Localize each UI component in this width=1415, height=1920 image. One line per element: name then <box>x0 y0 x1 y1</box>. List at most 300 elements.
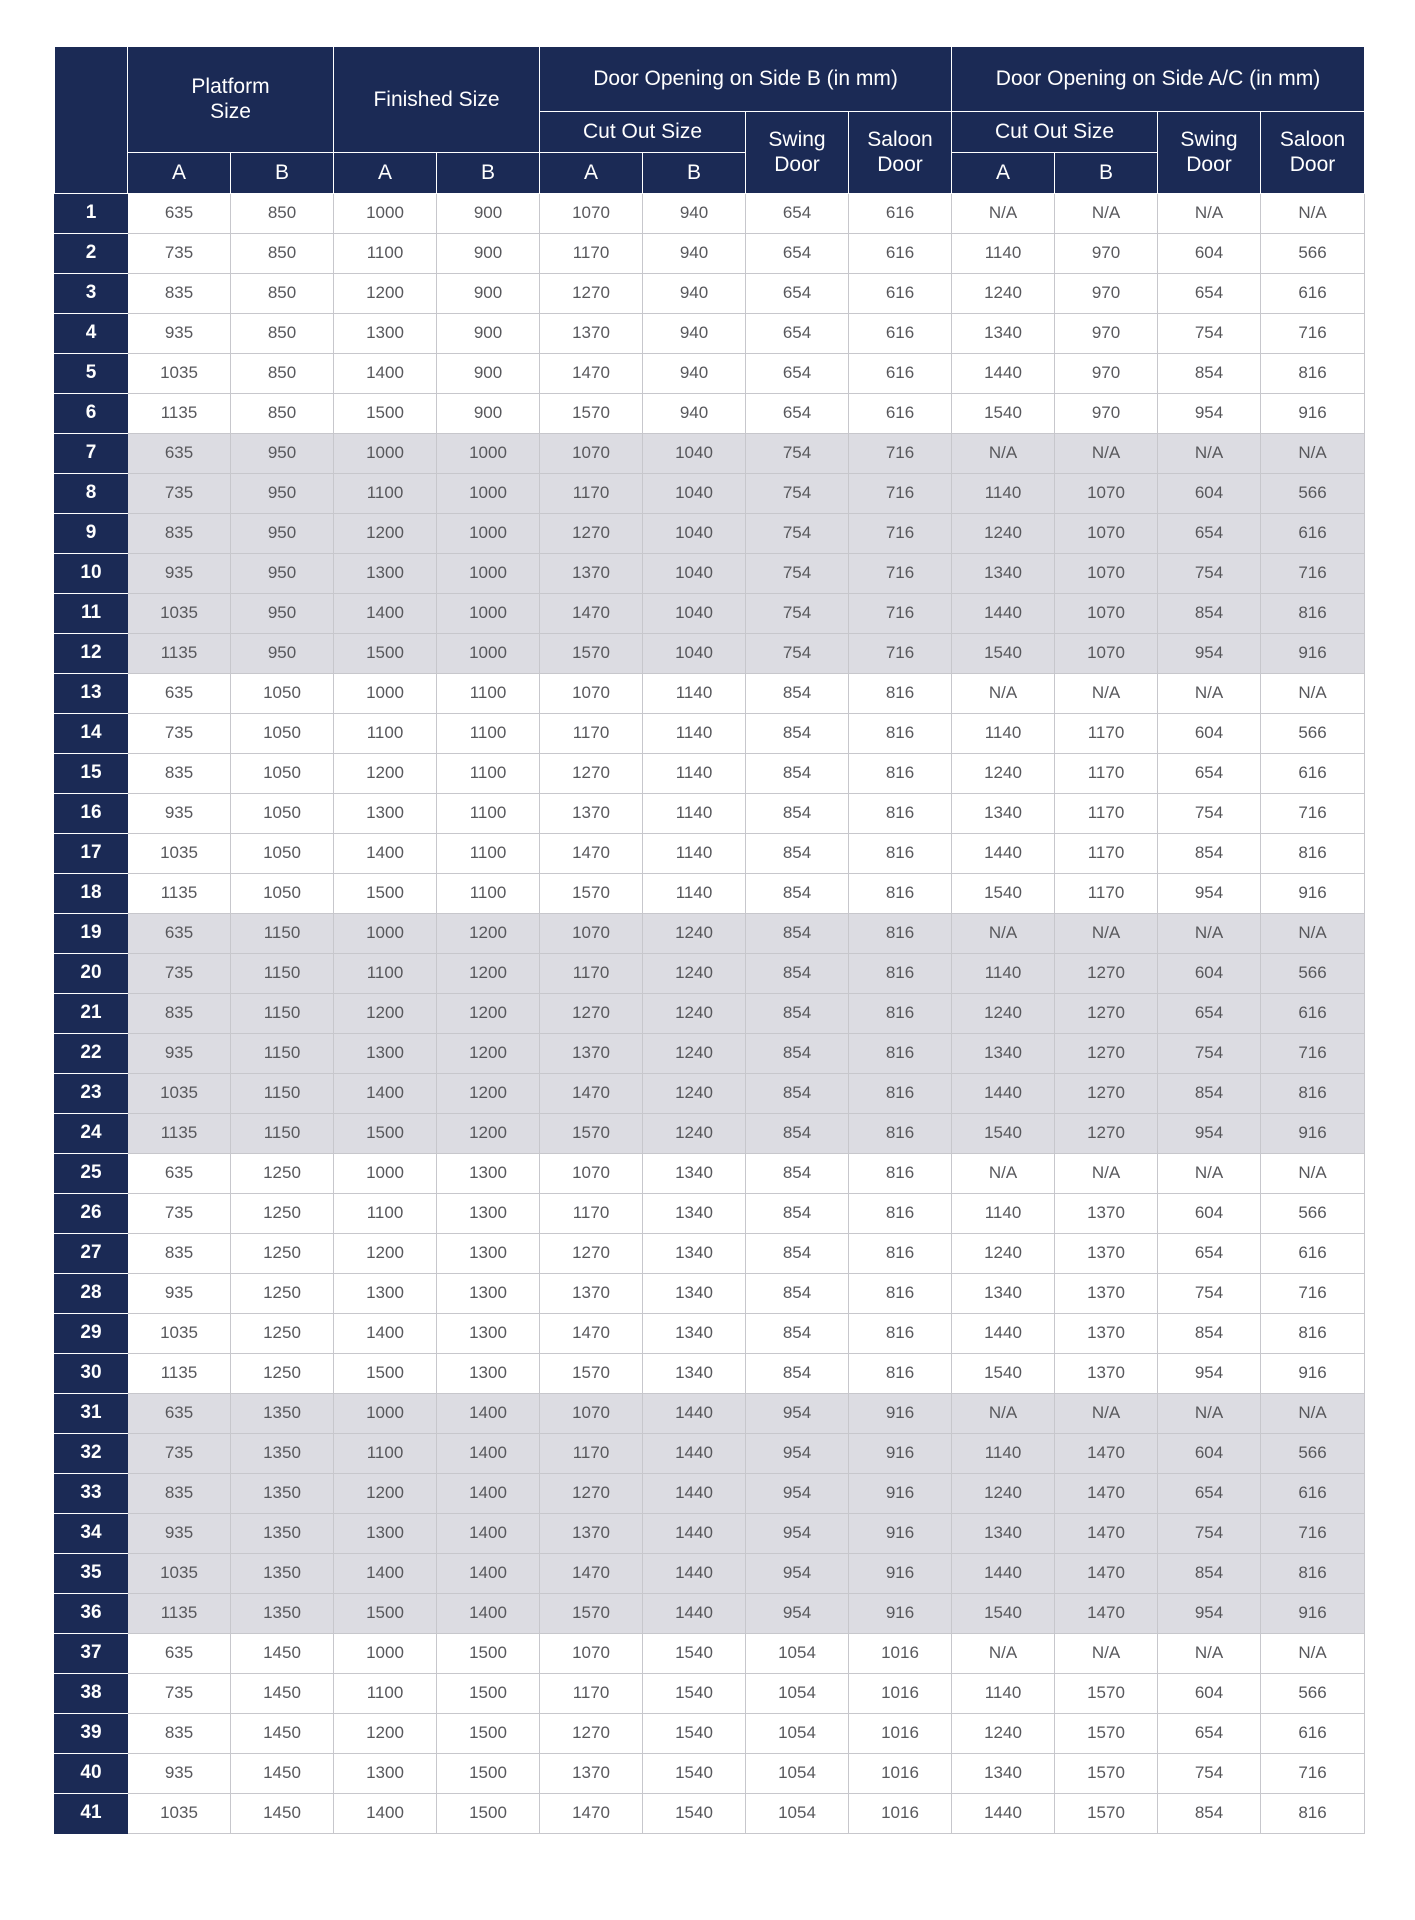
finished-a-cell: 1500 <box>334 393 437 433</box>
platform-a-cell: 735 <box>128 1433 231 1473</box>
swing-door-ac-cell: N/A <box>1158 433 1261 473</box>
cutout-b-a-cell: 1570 <box>540 873 643 913</box>
cutout-b-b-cell: 1540 <box>643 1633 746 1673</box>
swing-door-b-cell: 854 <box>746 753 849 793</box>
platform-a-cell: 735 <box>128 1193 231 1233</box>
cutout-b-b-cell: 940 <box>643 393 746 433</box>
cutout-ac-b-cell: N/A <box>1055 193 1158 233</box>
swing-door-b-cell: 854 <box>746 833 849 873</box>
platform-b-cell: 850 <box>231 193 334 233</box>
swing-door-ac-cell: 604 <box>1158 1433 1261 1473</box>
cutout-b-a-cell: 1070 <box>540 433 643 473</box>
table-row <box>55 913 1365 953</box>
platform-b-cell: 1350 <box>231 1473 334 1513</box>
platform-b-cell: 1350 <box>231 1513 334 1553</box>
finished-b-cell: 900 <box>437 273 540 313</box>
saloon-door-ac-cell: 716 <box>1261 1753 1365 1793</box>
cutout-b-a-cell: 1370 <box>540 793 643 833</box>
cutout-b-b-cell: 1540 <box>643 1713 746 1753</box>
cutout-b-a-cell: 1470 <box>540 1793 643 1833</box>
finished-a-cell: 1200 <box>334 993 437 1033</box>
cutout-ac-a-cell: 1140 <box>952 1433 1055 1473</box>
swing-door-b-cell: 754 <box>746 633 849 673</box>
platform-b-cell: 1250 <box>231 1353 334 1393</box>
finished-b-cell: 1000 <box>437 593 540 633</box>
saloon-door-ac-cell: 716 <box>1261 313 1365 353</box>
finished-a-cell: 1300 <box>334 793 437 833</box>
cutout-ac-b-cell: 1470 <box>1055 1433 1158 1473</box>
cutout-ac-b-cell: 970 <box>1055 313 1158 353</box>
cutout-b-b-cell: 1040 <box>643 433 746 473</box>
saloon-door-b-cell: 916 <box>849 1473 952 1513</box>
swing-door-ac-cell: N/A <box>1158 913 1261 953</box>
saloon-door-b-cell: 816 <box>849 1033 952 1073</box>
cutout-ac-a-cell: 1140 <box>952 713 1055 753</box>
finished-b-cell: 1200 <box>437 953 540 993</box>
cutout-ac-a-cell: 1440 <box>952 593 1055 633</box>
saloon-door-b-cell: 816 <box>849 1113 952 1153</box>
finished-a-cell: 1000 <box>334 433 437 473</box>
cutout-ac-b-cell: N/A <box>1055 1393 1158 1433</box>
table-row <box>55 713 1365 753</box>
door-opening-side-ac-header: Door Opening on Side A/C (in mm) <box>952 47 1365 111</box>
platform-a-cell: 935 <box>128 793 231 833</box>
finished-b-cell: 1300 <box>437 1273 540 1313</box>
table-row <box>55 513 1365 553</box>
cutout-ac-b-cell: 1270 <box>1055 1033 1158 1073</box>
row-number-header <box>55 47 128 193</box>
swing-door-ac-cell: 654 <box>1158 1473 1261 1513</box>
cutout-b-b-cell: 1340 <box>643 1313 746 1353</box>
finished-b-cell: 1300 <box>437 1193 540 1233</box>
saloon-door-ac-cell: 716 <box>1261 793 1365 833</box>
cutout-ac-a-cell: N/A <box>952 913 1055 953</box>
row-number-cell: 26 <box>55 1193 128 1233</box>
swing-door-ac-cell: 854 <box>1158 1313 1261 1353</box>
cutout-ac-b-cell: 1370 <box>1055 1313 1158 1353</box>
platform-b-cell: 850 <box>231 313 334 353</box>
cutout-ac-b-cell: 1070 <box>1055 473 1158 513</box>
saloon-door-b-cell: 616 <box>849 233 952 273</box>
cutout-ac-a-cell: 1440 <box>952 1793 1055 1833</box>
platform-b-cell: 1250 <box>231 1273 334 1313</box>
platform-a-cell: 835 <box>128 1713 231 1753</box>
cutout-ac-b-cell: 1070 <box>1055 553 1158 593</box>
row-number-cell: 14 <box>55 713 128 753</box>
cutout-b-b-cell: 1540 <box>643 1753 746 1793</box>
cutout-ac-a-cell: 1440 <box>952 1553 1055 1593</box>
cutout-b-a-cell: 1170 <box>540 1673 643 1713</box>
cutout-ac-b-cell: 1270 <box>1055 993 1158 1033</box>
row-number-cell: 25 <box>55 1153 128 1193</box>
finished-a-cell: 1400 <box>334 1313 437 1353</box>
cutout-ac-a-cell: 1140 <box>952 233 1055 273</box>
cutout-ac-a-cell: 1140 <box>952 953 1055 993</box>
saloon-door-ac-cell: 916 <box>1261 1593 1365 1633</box>
platform-size-header <box>128 47 334 152</box>
cutout-b-a-cell: 1470 <box>540 1553 643 1593</box>
swing-door-ac-cell: 754 <box>1158 553 1261 593</box>
saloon-door-ac-cell: 566 <box>1261 1193 1365 1233</box>
platform-b-cell: 1150 <box>231 913 334 953</box>
saloon-door-b-cell: 816 <box>849 753 952 793</box>
finished-b-cell: 1500 <box>437 1793 540 1833</box>
saloon-door-b-cell: 916 <box>849 1433 952 1473</box>
cut-out-size-header-b: Cut Out Size <box>540 111 746 152</box>
cutout-ac-a-cell: 1240 <box>952 1713 1055 1753</box>
finished-a-cell: 1400 <box>334 593 437 633</box>
table-row <box>55 1353 1365 1393</box>
swing-door-label-ac: Swing Door <box>1180 127 1238 176</box>
finished-b-cell: 1500 <box>437 1673 540 1713</box>
finished-a-cell: 1000 <box>334 673 437 713</box>
swing-door-b-cell: 954 <box>746 1393 849 1433</box>
swing-door-b-cell: 854 <box>746 1033 849 1073</box>
swing-door-b-cell: 954 <box>746 1553 849 1593</box>
swing-door-ac-cell: 854 <box>1158 353 1261 393</box>
platform-a-cell: 635 <box>128 1393 231 1433</box>
cutout-ac-a-cell: 1140 <box>952 1673 1055 1713</box>
finished-b-cell: 1200 <box>437 913 540 953</box>
cutout-ac-a-cell: 1140 <box>952 473 1055 513</box>
finished-b-cell: 1400 <box>437 1473 540 1513</box>
cutout-b-b-cell: 1140 <box>643 793 746 833</box>
swing-door-b-cell: 854 <box>746 1113 849 1153</box>
saloon-door-b-cell: 816 <box>849 1073 952 1113</box>
saloon-door-b-cell: 1016 <box>849 1633 952 1673</box>
cutout-b-a-cell: 1070 <box>540 1633 643 1673</box>
saloon-door-ac-cell: N/A <box>1261 193 1365 233</box>
platform-a-cell: 835 <box>128 993 231 1033</box>
saloon-door-ac-cell: 816 <box>1261 1793 1365 1833</box>
table-row <box>55 953 1365 993</box>
saloon-door-ac-cell: 816 <box>1261 593 1365 633</box>
row-number-cell: 31 <box>55 1393 128 1433</box>
cutout-b-b-cell: 1240 <box>643 1073 746 1113</box>
swing-door-ac-cell: 754 <box>1158 1513 1261 1553</box>
row-number-cell: 33 <box>55 1473 128 1513</box>
platform-a-cell: 935 <box>128 553 231 593</box>
cutout-b-a-cell: 1570 <box>540 1593 643 1633</box>
row-number-cell: 2 <box>55 233 128 273</box>
finished-a-cell: 1000 <box>334 1393 437 1433</box>
swing-door-b-cell: 654 <box>746 393 849 433</box>
platform-b-cell: 850 <box>231 393 334 433</box>
cutout-ac-b-cell: 1170 <box>1055 873 1158 913</box>
platform-a-cell: 835 <box>128 1473 231 1513</box>
finished-b-cell: 1200 <box>437 1073 540 1113</box>
cutout-b-a-header: A <box>540 152 643 193</box>
cutout-ac-b-cell: 970 <box>1055 273 1158 313</box>
platform-a-cell: 1035 <box>128 353 231 393</box>
saloon-door-header-ac <box>1261 111 1365 193</box>
cutout-b-a-cell: 1470 <box>540 1073 643 1113</box>
cutout-ac-a-cell: 1440 <box>952 1073 1055 1113</box>
row-number-cell: 19 <box>55 913 128 953</box>
swing-door-label-b: Swing Door <box>768 127 826 176</box>
cutout-b-b-cell: 1240 <box>643 1113 746 1153</box>
table-row <box>55 1033 1365 1073</box>
cutout-ac-b-cell: 1170 <box>1055 793 1158 833</box>
cutout-ac-b-cell: N/A <box>1055 913 1158 953</box>
platform-a-cell: 935 <box>128 1753 231 1793</box>
row-number-cell: 13 <box>55 673 128 713</box>
cutout-ac-a-cell: 1440 <box>952 833 1055 873</box>
cutout-b-a-cell: 1070 <box>540 1153 643 1193</box>
row-number-cell: 15 <box>55 753 128 793</box>
cutout-b-a-cell: 1070 <box>540 673 643 713</box>
saloon-door-ac-cell: 616 <box>1261 753 1365 793</box>
table-row <box>55 233 1365 273</box>
finished-a-cell: 1200 <box>334 273 437 313</box>
finished-a-cell: 1000 <box>334 1633 437 1673</box>
cutout-ac-b-cell: N/A <box>1055 673 1158 713</box>
cutout-b-a-cell: 1570 <box>540 1113 643 1153</box>
platform-a-cell: 935 <box>128 1513 231 1553</box>
cutout-b-b-cell: 1140 <box>643 713 746 753</box>
row-number-cell: 30 <box>55 1353 128 1393</box>
cutout-b-a-cell: 1070 <box>540 913 643 953</box>
cutout-ac-a-cell: 1440 <box>952 353 1055 393</box>
cutout-ac-b-cell: 1370 <box>1055 1273 1158 1313</box>
swing-door-b-cell: 754 <box>746 553 849 593</box>
table-row <box>55 873 1365 913</box>
row-number-cell: 12 <box>55 633 128 673</box>
saloon-door-b-cell: 816 <box>849 1313 952 1353</box>
cutout-ac-b-cell: 1470 <box>1055 1513 1158 1553</box>
table-row <box>55 473 1365 513</box>
table-body <box>55 193 1365 1833</box>
swing-door-b-cell: 854 <box>746 1193 849 1233</box>
table-row <box>55 273 1365 313</box>
platform-b-cell: 1050 <box>231 713 334 753</box>
table-row <box>55 1073 1365 1113</box>
finished-b-cell: 1200 <box>437 1033 540 1073</box>
swing-door-b-cell: 654 <box>746 233 849 273</box>
platform-b-cell: 1250 <box>231 1313 334 1353</box>
cutout-b-a-cell: 1170 <box>540 713 643 753</box>
cutout-b-a-cell: 1570 <box>540 1353 643 1393</box>
table-row <box>55 1433 1365 1473</box>
finished-a-cell: 1200 <box>334 1233 437 1273</box>
table-row <box>55 833 1365 873</box>
saloon-door-b-cell: 1016 <box>849 1713 952 1753</box>
swing-door-b-cell: 654 <box>746 353 849 393</box>
cutout-ac-a-cell: N/A <box>952 673 1055 713</box>
cutout-ac-b-cell: 1570 <box>1055 1673 1158 1713</box>
cutout-b-a-cell: 1070 <box>540 193 643 233</box>
cutout-ac-a-cell: 1240 <box>952 1233 1055 1273</box>
swing-door-b-cell: 1054 <box>746 1793 849 1833</box>
swing-door-ac-cell: 954 <box>1158 1113 1261 1153</box>
finished-a-cell: 1000 <box>334 1153 437 1193</box>
row-number-cell: 36 <box>55 1593 128 1633</box>
swing-door-ac-cell: 654 <box>1158 273 1261 313</box>
saloon-door-b-cell: 816 <box>849 1193 952 1233</box>
swing-door-b-cell: 954 <box>746 1513 849 1553</box>
cutout-ac-a-cell: 1340 <box>952 1033 1055 1073</box>
platform-a-cell: 635 <box>128 1153 231 1193</box>
platform-b-cell: 1450 <box>231 1753 334 1793</box>
platform-b-cell: 850 <box>231 353 334 393</box>
platform-a-cell: 635 <box>128 193 231 233</box>
platform-a-cell: 835 <box>128 513 231 553</box>
cutout-ac-b-cell: N/A <box>1055 433 1158 473</box>
cutout-ac-a-cell: N/A <box>952 1153 1055 1193</box>
finished-b-cell: 1000 <box>437 513 540 553</box>
finished-b-cell: 1200 <box>437 993 540 1033</box>
finished-a-cell: 1400 <box>334 1553 437 1593</box>
finished-b-cell: 1300 <box>437 1353 540 1393</box>
swing-door-ac-cell: N/A <box>1158 1633 1261 1673</box>
cutout-ac-a-cell: 1340 <box>952 313 1055 353</box>
cutout-b-a-cell: 1370 <box>540 553 643 593</box>
finished-b-cell: 1400 <box>437 1593 540 1633</box>
cutout-ac-b-cell: 1170 <box>1055 833 1158 873</box>
row-number-cell: 28 <box>55 1273 128 1313</box>
row-number-cell: 5 <box>55 353 128 393</box>
cutout-ac-b-cell: 970 <box>1055 353 1158 393</box>
finished-a-cell: 1300 <box>334 1033 437 1073</box>
cutout-b-b-cell: 1540 <box>643 1673 746 1713</box>
swing-door-ac-cell: 654 <box>1158 1713 1261 1753</box>
cutout-b-b-cell: 1040 <box>643 553 746 593</box>
platform-b-cell: 1250 <box>231 1153 334 1193</box>
cutout-ac-b-cell: 1470 <box>1055 1593 1158 1633</box>
finished-b-cell: 1200 <box>437 1113 540 1153</box>
cutout-b-a-cell: 1370 <box>540 313 643 353</box>
platform-b-cell: 1050 <box>231 873 334 913</box>
cutout-ac-a-cell: 1340 <box>952 793 1055 833</box>
platform-b-cell: 1050 <box>231 673 334 713</box>
finished-b-cell: 900 <box>437 193 540 233</box>
cutout-ac-a-cell: 1240 <box>952 993 1055 1033</box>
platform-a-cell: 1035 <box>128 833 231 873</box>
platform-a-cell: 835 <box>128 753 231 793</box>
saloon-door-ac-cell: 816 <box>1261 1313 1365 1353</box>
cutout-b-b-cell: 1040 <box>643 633 746 673</box>
swing-door-ac-cell: 654 <box>1158 753 1261 793</box>
row-number-cell: 17 <box>55 833 128 873</box>
swing-door-ac-cell: N/A <box>1158 1393 1261 1433</box>
swing-door-b-cell: 854 <box>746 1073 849 1113</box>
swing-door-ac-cell: 854 <box>1158 593 1261 633</box>
saloon-door-ac-cell: 816 <box>1261 1073 1365 1113</box>
row-number-cell: 1 <box>55 193 128 233</box>
cutout-ac-b-header: B <box>1055 152 1158 193</box>
cutout-b-a-cell: 1470 <box>540 353 643 393</box>
platform-b-cell: 950 <box>231 593 334 633</box>
platform-a-cell: 635 <box>128 913 231 953</box>
cutout-b-b-cell: 1040 <box>643 473 746 513</box>
row-number-cell: 24 <box>55 1113 128 1153</box>
saloon-door-b-cell: 616 <box>849 313 952 353</box>
cutout-b-a-cell: 1370 <box>540 1753 643 1793</box>
cutout-b-b-cell: 1440 <box>643 1553 746 1593</box>
finished-b-cell: 1400 <box>437 1513 540 1553</box>
table-row <box>55 633 1365 673</box>
row-number-cell: 22 <box>55 1033 128 1073</box>
cutout-b-b-cell: 1240 <box>643 913 746 953</box>
saloon-door-b-cell: 816 <box>849 1353 952 1393</box>
finished-b-cell: 1400 <box>437 1553 540 1593</box>
platform-a-cell: 1135 <box>128 873 231 913</box>
cutout-b-b-cell: 1040 <box>643 513 746 553</box>
finished-b-cell: 1000 <box>437 473 540 513</box>
row-number-cell: 20 <box>55 953 128 993</box>
cutout-ac-b-cell: 1070 <box>1055 513 1158 553</box>
saloon-door-b-cell: 916 <box>849 1513 952 1553</box>
cutout-b-a-cell: 1270 <box>540 1473 643 1513</box>
cutout-b-a-cell: 1570 <box>540 393 643 433</box>
saloon-door-b-cell: 816 <box>849 1233 952 1273</box>
cutout-b-a-cell: 1170 <box>540 473 643 513</box>
swing-door-b-cell: 654 <box>746 313 849 353</box>
finished-a-cell: 1500 <box>334 1353 437 1393</box>
saloon-door-b-cell: 916 <box>849 1593 952 1633</box>
table-row <box>55 393 1365 433</box>
saloon-door-ac-cell: 916 <box>1261 393 1365 433</box>
saloon-door-ac-cell: 816 <box>1261 353 1365 393</box>
swing-door-b-cell: 1054 <box>746 1753 849 1793</box>
finished-b-cell: 900 <box>437 313 540 353</box>
saloon-door-b-cell: 1016 <box>849 1793 952 1833</box>
swing-door-b-cell: 854 <box>746 953 849 993</box>
platform-b-cell: 1250 <box>231 1193 334 1233</box>
saloon-door-ac-cell: 616 <box>1261 1473 1365 1513</box>
platform-b-cell: 1350 <box>231 1593 334 1633</box>
table-row <box>55 1393 1365 1433</box>
platform-a-header: A <box>128 152 231 193</box>
saloon-door-b-cell: 916 <box>849 1393 952 1433</box>
finished-b-cell: 1300 <box>437 1233 540 1273</box>
swing-door-header-b <box>746 111 849 193</box>
cutout-b-b-cell: 1540 <box>643 1793 746 1833</box>
finished-a-cell: 1000 <box>334 913 437 953</box>
saloon-door-ac-cell: 816 <box>1261 833 1365 873</box>
cutout-b-b-cell: 1140 <box>643 673 746 713</box>
saloon-door-ac-cell: 566 <box>1261 473 1365 513</box>
platform-b-cell: 1350 <box>231 1433 334 1473</box>
platform-b-cell: 1150 <box>231 1113 334 1153</box>
swing-door-ac-cell: 854 <box>1158 1793 1261 1833</box>
saloon-door-ac-cell: 616 <box>1261 1233 1365 1273</box>
finished-b-cell: 900 <box>437 393 540 433</box>
finished-b-cell: 1300 <box>437 1153 540 1193</box>
platform-b-cell: 950 <box>231 433 334 473</box>
saloon-door-b-cell: 716 <box>849 473 952 513</box>
saloon-door-ac-cell: 616 <box>1261 513 1365 553</box>
cutout-ac-b-cell: 1270 <box>1055 1113 1158 1153</box>
swing-door-b-cell: 654 <box>746 193 849 233</box>
row-number-cell: 32 <box>55 1433 128 1473</box>
cutout-ac-b-cell: 970 <box>1055 393 1158 433</box>
cutout-ac-a-cell: N/A <box>952 1633 1055 1673</box>
platform-b-cell: 1050 <box>231 793 334 833</box>
cutout-b-b-cell: 1140 <box>643 833 746 873</box>
row-number-cell: 41 <box>55 1793 128 1833</box>
saloon-door-b-cell: 616 <box>849 273 952 313</box>
swing-door-ac-cell: 604 <box>1158 1193 1261 1233</box>
cutout-b-b-cell: 1440 <box>643 1593 746 1633</box>
row-number-cell: 18 <box>55 873 128 913</box>
swing-door-b-cell: 854 <box>746 1233 849 1273</box>
table-row <box>55 553 1365 593</box>
row-number-cell: 6 <box>55 393 128 433</box>
saloon-door-ac-cell: 816 <box>1261 1553 1365 1593</box>
platform-a-cell: 935 <box>128 313 231 353</box>
platform-b-cell: 1150 <box>231 953 334 993</box>
